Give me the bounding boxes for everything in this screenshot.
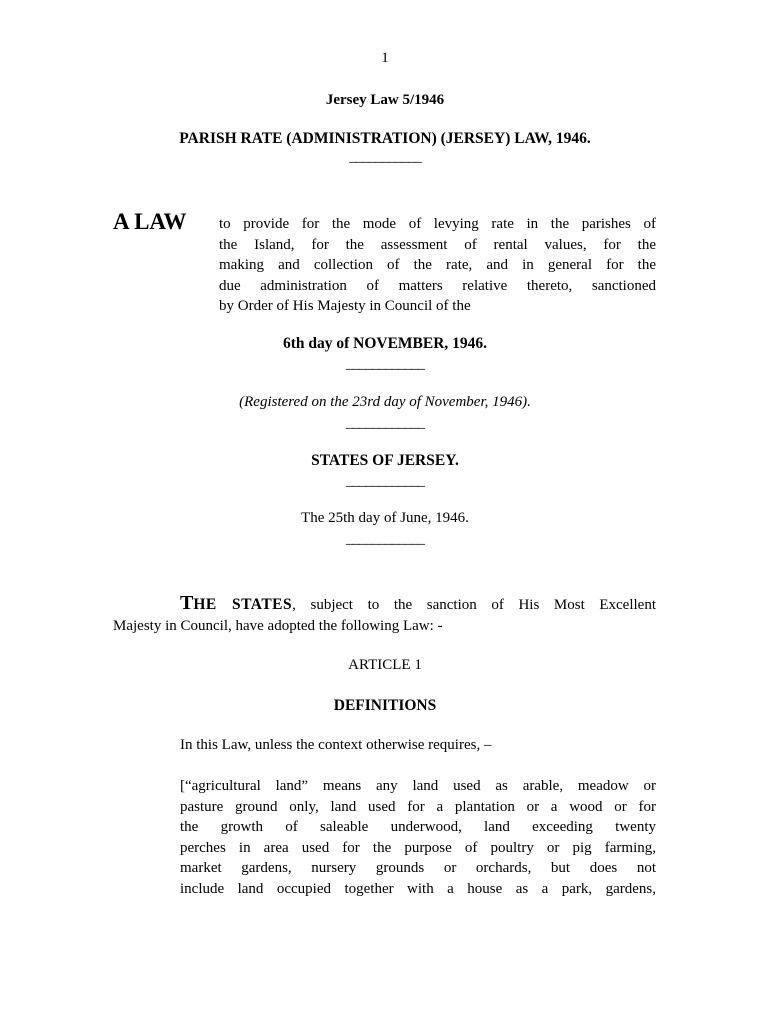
sanction-date: 6th day of NOVEMBER, 1946. [282, 335, 488, 352]
preamble-line: the Island, for the assessment of rental values, for the [219, 236, 656, 253]
divider-rule: ____________ [346, 415, 424, 431]
law-number: Jersey Law 5/1946 [325, 92, 445, 108]
article-number: ARTICLE 1 [348, 657, 422, 673]
definition-line: pasture ground only, land used for a plantation or a wood or for [180, 798, 656, 815]
states-title: STATES OF JERSEY. [311, 452, 459, 469]
interpretation-intro: In this Law, unless the context otherwise requires, – [180, 737, 492, 753]
preamble-line: making and collection of the rate, and in general for the [219, 257, 656, 273]
sitting-date: The 25th day of June, 1946. [301, 510, 469, 526]
registration-note: (Registered on the 23rd day of November, 1946). [239, 394, 531, 410]
article-heading: DEFINITIONS [333, 697, 437, 714]
preamble [219, 214, 656, 317]
preamble-line: to provide for the mode of levying rate in the parishes of [219, 216, 656, 232]
enacting-line [113, 593, 656, 616]
definition-line: include land occupied together with a house as a park, gardens, [180, 880, 656, 897]
law-title: PARISH RATE (ADMINISTRATION) (JERSEY) LAW, 1946. [179, 130, 591, 147]
a-law-heading: A LAW [113, 209, 187, 234]
divider-rule: ____________ [346, 531, 424, 547]
definition-line: [“agricultural land” means any land used as arable, meadow or [180, 778, 656, 794]
definition-line: the growth of saleable underwood, land exceeding twenty [180, 819, 656, 835]
enacting-text: , subject to the sanction of His Most Excellent [292, 597, 657, 613]
definition-paragraph [180, 776, 656, 899]
page-number: 1 [381, 50, 389, 66]
definition-line: perches in area used for the purpose of poultry or pig farming, [180, 839, 656, 856]
divider-rule: ____________ [346, 356, 424, 372]
enacting-initial: T [180, 592, 194, 614]
enacting-line: Majesty in Council, have adopted the following Law: - [113, 618, 443, 634]
divider-rule: ___________ [349, 149, 421, 165]
preamble-line: due administration of matters relative thereto, sanctioned [219, 277, 656, 294]
enacting-head-word: HE STATES [193, 596, 293, 613]
definition-line: market gardens, nursery grounds or orchards, but does not [180, 860, 656, 876]
preamble-line: by Order of His Majesty in Council of the [219, 298, 471, 314]
enacting-clause [113, 593, 656, 637]
divider-rule: ____________ [346, 473, 424, 489]
